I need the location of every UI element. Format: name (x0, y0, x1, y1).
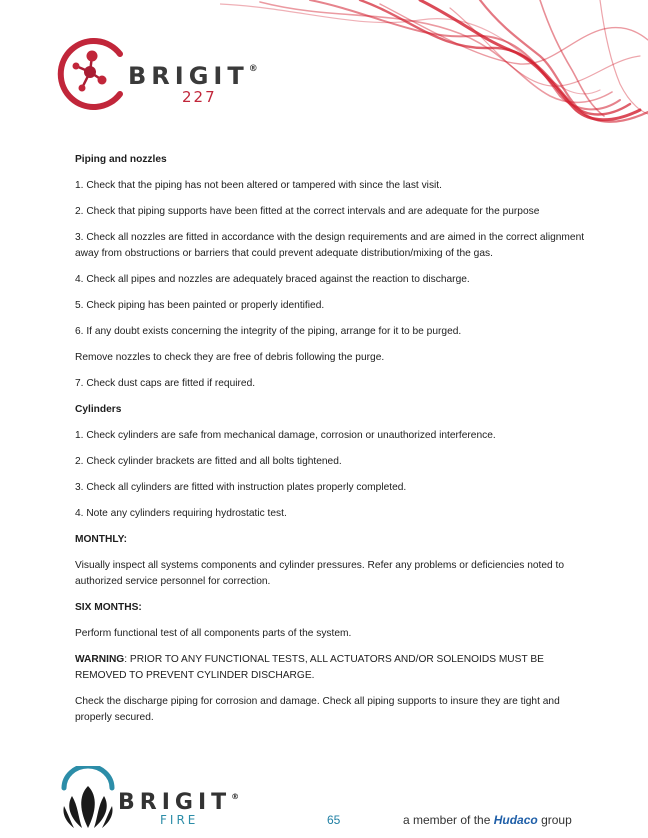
warning-label: WARNING (75, 654, 125, 665)
brand-name: BRIGIT (128, 62, 249, 90)
list-item: 1. Check cylinders are safe from mechanical damage, corrosion or unauthorized interference. (75, 430, 496, 441)
list-item: 7. Check dust caps are fitted if required. (75, 378, 256, 389)
list-item: 1. Check that the piping has not been altered or tampered with since the last visit. (75, 180, 442, 191)
warning-text: : PRIOR TO ANY FUNCTIONAL TESTS, ALL ACTUATORS AND/OR SOLENOIDS MUST BE REMOVED TO PREVENT CYLINDER DISCHARGE. (75, 654, 544, 681)
list-item: 4. Check all pipes and nozzles are adequately braced against the reaction to discharge. (75, 274, 470, 285)
footer-registered-mark: ® (231, 792, 240, 801)
hudaco-logo-text: Hudaco (493, 813, 538, 827)
monthly-text: Visually inspect all systems components and cylinder pressures. Refer any problems or deficiencies noted to authorized service personnel for correction. (75, 560, 565, 587)
list-item: 5. Check piping has been painted or properly identified. (75, 300, 325, 311)
brigit-fire-logo-icon (60, 766, 116, 832)
member-note (403, 813, 572, 827)
page-number: 65 (327, 813, 341, 827)
list-item: 6. If any doubt exists concerning the integrity of the piping, arrange for it to be purged. (75, 326, 462, 337)
brand-title-footer (118, 790, 239, 815)
list-item: 4. Note any cylinders requiring hydrostatic test. (75, 508, 287, 519)
brand-model: 227 (182, 88, 217, 106)
list-item: 2. Check that piping supports have been fitted at the correct intervals and are adequate for the purpose (75, 206, 540, 217)
brand-title-top (128, 62, 258, 90)
list-item: 3. Check all nozzles are fitted in accordance with the design requirements and are aimed in the correct alignment away from obstructions or barriers that could prevent adequate distribution/mixing of the gas. (75, 232, 585, 259)
document-body (75, 152, 595, 726)
footer-brand-name: BRIGIT (118, 790, 232, 815)
section-heading-cylinders: Cylinders (75, 404, 122, 415)
member-suffix: group (537, 813, 572, 827)
six-months-text: Perform functional test of all components parts of the system. (75, 628, 352, 639)
list-item: 3. Check all cylinders are fitted with instruction plates properly completed. (75, 482, 407, 493)
final-paragraph: Check the discharge piping for corrosion and damage. Check all piping supports to insure they are tight and properly secured. (75, 696, 560, 723)
footer-brand-sub: FIRE (160, 813, 199, 827)
section-heading-piping: Piping and nozzles (75, 154, 167, 165)
brigit-227-logo-icon (56, 38, 126, 110)
list-item: Remove nozzles to check they are free of debris following the purge. (75, 352, 385, 363)
registered-mark: ® (248, 64, 258, 74)
section-heading-six-months: SIX MONTHS: (75, 602, 142, 613)
member-prefix: a member of the (403, 813, 494, 827)
list-item: 2. Check cylinder brackets are fitted and all bolts tightened. (75, 456, 342, 467)
warning-paragraph (75, 652, 595, 684)
section-heading-monthly: MONTHLY: (75, 534, 128, 545)
red-smoke-decoration (220, 0, 648, 130)
